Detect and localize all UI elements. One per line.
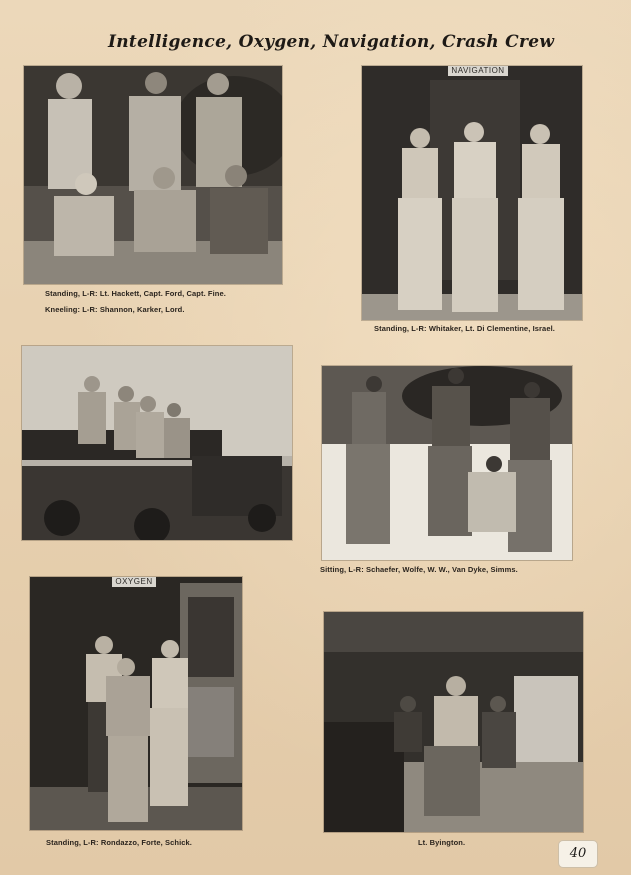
oxygen-photo: [30, 577, 242, 830]
intelligence-caption-kneeling: Kneeling: L-R: Shannon, Karker, Lord.: [45, 305, 185, 314]
byington-caption: Lt. Byington.: [418, 838, 466, 847]
intelligence-group-photo: [24, 66, 282, 284]
page-title: Intelligence, Oxygen, Navigation, Crash Crew: [108, 32, 555, 52]
navigation-caption: Standing, L-R: Whitaker, Lt. Di Clementine, Israel.: [374, 324, 555, 333]
oxygen-caption: Standing, L-R: Rondazzo, Forte, Schick.: [46, 838, 192, 847]
navigation-photo: [362, 66, 582, 320]
sitting-group-photo: [322, 366, 572, 560]
crash-crew-truck-photo: [22, 346, 292, 540]
sitting-group-caption: Sitting, L-R: Schaefer, Wolfe, W. W., Van Dyke, Simms.: [320, 565, 518, 574]
byington-photo: [324, 612, 583, 832]
oxygen-sign: OXYGEN: [112, 577, 156, 587]
intelligence-caption-standing: Standing, L-R: Lt. Hackett, Capt. Ford, Capt. Fine.: [45, 289, 226, 298]
navigation-sign: NAVIGATION: [448, 66, 508, 76]
page-number: 40: [558, 840, 598, 868]
